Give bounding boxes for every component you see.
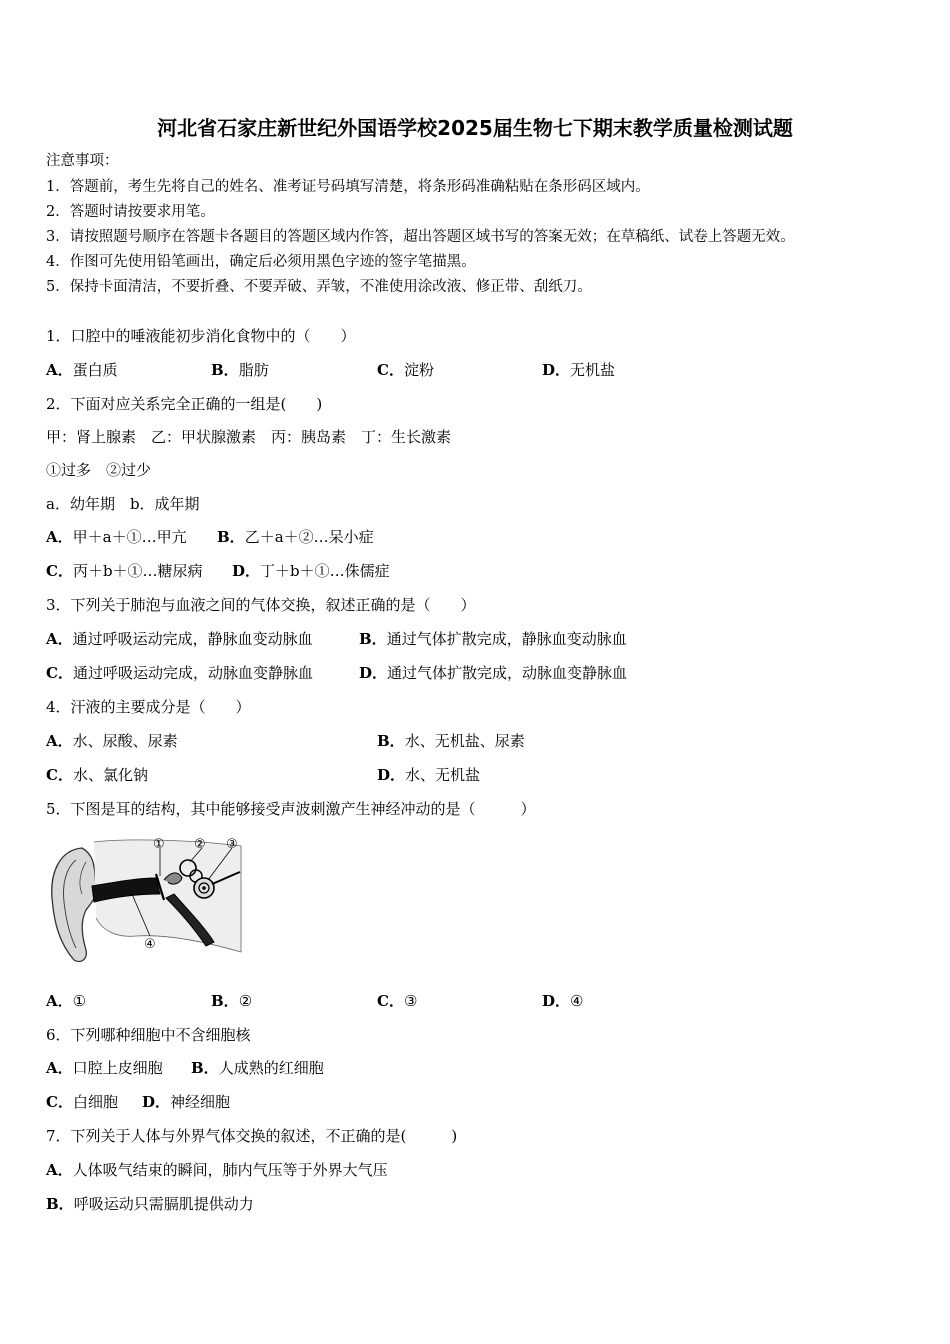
q6-option-a [46,1059,163,1077]
q2-option-b [217,528,374,546]
option-label: C． [377,992,404,1010]
option-label: A． [46,992,73,1010]
option-label: D． [142,1093,171,1111]
q3-option-a [46,630,313,648]
option-label: D． [377,766,406,784]
cochlea-center [202,886,206,890]
option-text: 无机盐 [570,361,616,379]
option-label: C． [377,361,404,379]
q3-option-c [46,664,313,682]
option-text: 通过呼吸运动完成，静脉血变动脉血 [72,630,313,648]
option-label: B． [211,361,239,379]
q2-amounts: ①过多 ②过少 [46,461,152,479]
figure-label-2: ② [194,837,206,852]
note-item: 2．答题时请按要求用笔。 [46,204,215,220]
option-label: C． [46,664,73,682]
q3-option-d [359,664,627,682]
q7-option-a [46,1161,388,1179]
q7-option-b [46,1195,254,1213]
option-text: 通过气体扩散完成，静脉血变动脉血 [386,630,627,648]
option-text: ① [72,992,87,1010]
option-text: 水、无机盐 [405,766,481,784]
option-text: ④ [570,992,584,1010]
q3-option-b [359,630,627,648]
option-label: D． [359,664,388,682]
q4-option-b [377,732,525,750]
q4-option-d [377,766,480,784]
q2-stages: a．幼年期 b．成年期 [46,495,200,513]
option-text: 甲＋a＋①…甲亢 [72,528,187,546]
question-4-stem: 4．汗液的主要成分是（ ） [46,698,251,716]
option-label: D． [542,992,571,1010]
figure-label-1: ① [153,837,165,852]
option-text: ③ [403,992,418,1010]
option-label: B． [359,630,387,648]
option-text: 呼吸运动只需膈肌提供动力 [73,1195,254,1213]
q4-option-a [46,732,178,750]
option-label: A． [46,528,73,546]
q1-option-c [377,361,434,379]
q6-option-b [191,1059,324,1077]
option-text: 丁＋b＋①…侏儒症 [260,562,390,580]
note-item: 4．作图可先使用铅笔画出，确定后必须用黑色字迹的签字笔描黑。 [46,254,476,270]
option-text: 水、氯化钠 [72,766,148,784]
option-label: A． [46,1161,73,1179]
q2-option-d [232,562,390,580]
note-item: 1．答题前，考生先将自己的姓名、准考证号码填写清楚，将条形码准确粘贴在条形码区域内。 [46,179,650,195]
figure-label-3: ③ [226,837,238,852]
option-text: 通过呼吸运动完成，动脉血变静脉血 [72,664,313,682]
q1-option-a [46,361,118,379]
option-text: 水、无机盐、尿素 [404,732,525,750]
note-item: 3．请按照题号顺序在答题卡各题目的答题区域内作答，超出答题区域书写的答案无效；在草稿纸、试卷上答题无效。 [46,229,795,245]
question-5-stem: 5．下图是耳的结构，其中能够接受声波刺激产生神经冲动的是（ ） [46,800,536,818]
option-label: B． [211,992,239,1010]
option-text: 口腔上皮细胞 [72,1059,163,1077]
q5-option-c [377,992,417,1010]
option-text: 人成熟的红细胞 [218,1059,324,1077]
option-label: A． [46,1059,73,1077]
option-label: A． [46,732,73,750]
option-text: 神经细胞 [170,1093,231,1111]
q5-option-b [211,992,252,1010]
q1-option-d [542,361,615,379]
page-title: 河北省石家庄新世纪外国语学校2025届生物七下期末教学质量检测试题 [157,116,793,140]
option-text: 蛋白质 [72,361,118,379]
q2-option-c [46,562,203,580]
q2-option-a [46,528,187,546]
option-label: C． [46,1093,73,1111]
notes-heading: 注意事项： [46,153,119,169]
figure-label-4: ④ [144,937,156,952]
q4-option-c [46,766,148,784]
q5-option-d [542,992,583,1010]
question-3-stem: 3．下列关于肺泡与血液之间的气体交换，叙述正确的是（ ） [46,596,476,614]
option-text: 乙＋a＋②…呆小症 [244,528,374,546]
note-item: 5．保持卡面清洁，不要折叠、不要弄破、弄皱，不准使用涂改液、修正带、刮纸刀。 [46,279,592,295]
option-label: A． [46,361,73,379]
q1-option-b [211,361,269,379]
question-2-stem: 2．下面对应关系完全正确的一组是( ) [46,395,323,413]
option-label: D． [542,361,571,379]
option-text: 白细胞 [72,1093,118,1111]
option-label: A． [46,630,73,648]
option-text: ② [238,992,253,1010]
option-label: B． [217,528,245,546]
question-6-stem: 6．下列哪种细胞中不含细胞核 [46,1026,251,1044]
option-label: B． [46,1195,74,1213]
question-1-stem: 1．口腔中的唾液能初步消化食物中的（ ） [46,327,356,345]
option-label: B． [191,1059,219,1077]
q2-hormones: 甲：肾上腺素 乙：甲状腺激素 丙：胰岛素 丁：生长激素 [46,428,452,446]
option-text: 水、尿酸、尿素 [72,732,178,750]
option-text: 人体吸气结束的瞬间，肺内气压等于外界大气压 [72,1161,388,1179]
q6-option-d [142,1093,230,1111]
option-text: 通过气体扩散完成，动脉血变静脉血 [387,664,628,682]
option-text: 脂肪 [238,361,269,379]
option-label: C． [46,766,73,784]
question-7-stem: 7．下列关于人体与外界气体交换的叙述，不正确的是( ) [46,1127,458,1145]
option-label: B． [377,732,405,750]
q6-option-c [46,1093,118,1111]
option-label: D． [232,562,261,580]
ear-structure-figure [46,832,246,967]
option-text: 丙＋b＋①…糖尿病 [72,562,203,580]
q5-option-a [46,992,86,1010]
option-label: C． [46,562,73,580]
option-text: 淀粉 [403,361,434,379]
